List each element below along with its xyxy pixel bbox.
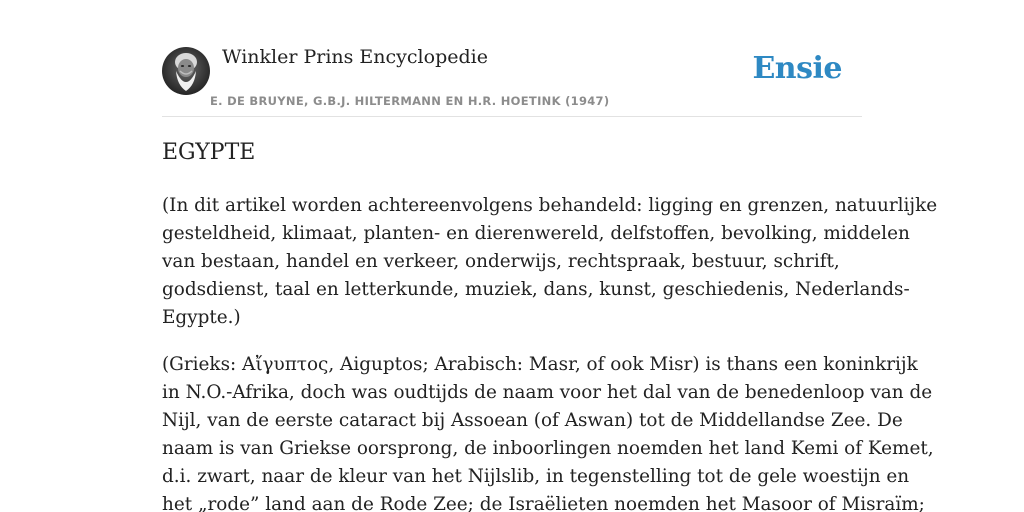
paragraph-line: het „rode” land aan de Rode Zee; de Israëlieten noemden het Masoor of Misraïm; bbox=[162, 494, 925, 512]
site-header bbox=[162, 46, 862, 117]
author-avatar bbox=[162, 47, 210, 95]
article-title: EGYPTE bbox=[162, 140, 256, 165]
article-paragraph-2 bbox=[162, 351, 934, 512]
paragraph-line: gesteldheid, klimaat, planten- en dierenwereld, delfstoffen, bevolking, middelen bbox=[162, 223, 910, 244]
paragraph-line: van bestaan, handel en verkeer, onderwijs, rechtspraak, bestuur, schrift, bbox=[162, 251, 840, 272]
paragraph-line: in N.O.-Afrika, doch was oudtijds de naam voor het dal van de benedenloop van de bbox=[162, 382, 933, 403]
paragraph-line: (In dit artikel worden achtereenvolgens behandeld: ligging en grenzen, natuurlijke bbox=[162, 195, 938, 216]
paragraph-line: (Grieks: Aἴγυπτος, Aiguptos; Arabisch: Masr, of ook Misr) is thans een koninkrijk bbox=[162, 354, 918, 375]
portrait-photo-icon bbox=[162, 47, 210, 95]
paragraph-line: d.i. zwart, naar de kleur van het Nijlslib, in tegenstelling tot de gele woestijn en bbox=[162, 466, 910, 487]
paragraph-line: godsdienst, taal en letterkunde, muziek, dans, kunst, geschiedenis, Nederlands- bbox=[162, 279, 910, 300]
paragraph-line: naam is van Griekse oorsprong, de inboorlingen noemden het land Kemi of Kemet, bbox=[162, 438, 934, 459]
paragraph-line: Egypte.) bbox=[162, 307, 241, 328]
ensie-logo-link[interactable]: Ensie bbox=[752, 51, 842, 86]
author-credits: E. DE BRUYNE, G.B.J. HILTERMANN EN H.R. HOETINK (1947) bbox=[210, 94, 610, 108]
article-paragraph-1 bbox=[162, 192, 938, 332]
publication-title: Winkler Prins Encyclopedie bbox=[222, 46, 488, 68]
paragraph-line: Nijl, van de eerste cataract bij Assoean (of Aswan) tot de Middellandse Zee. De bbox=[162, 410, 903, 431]
